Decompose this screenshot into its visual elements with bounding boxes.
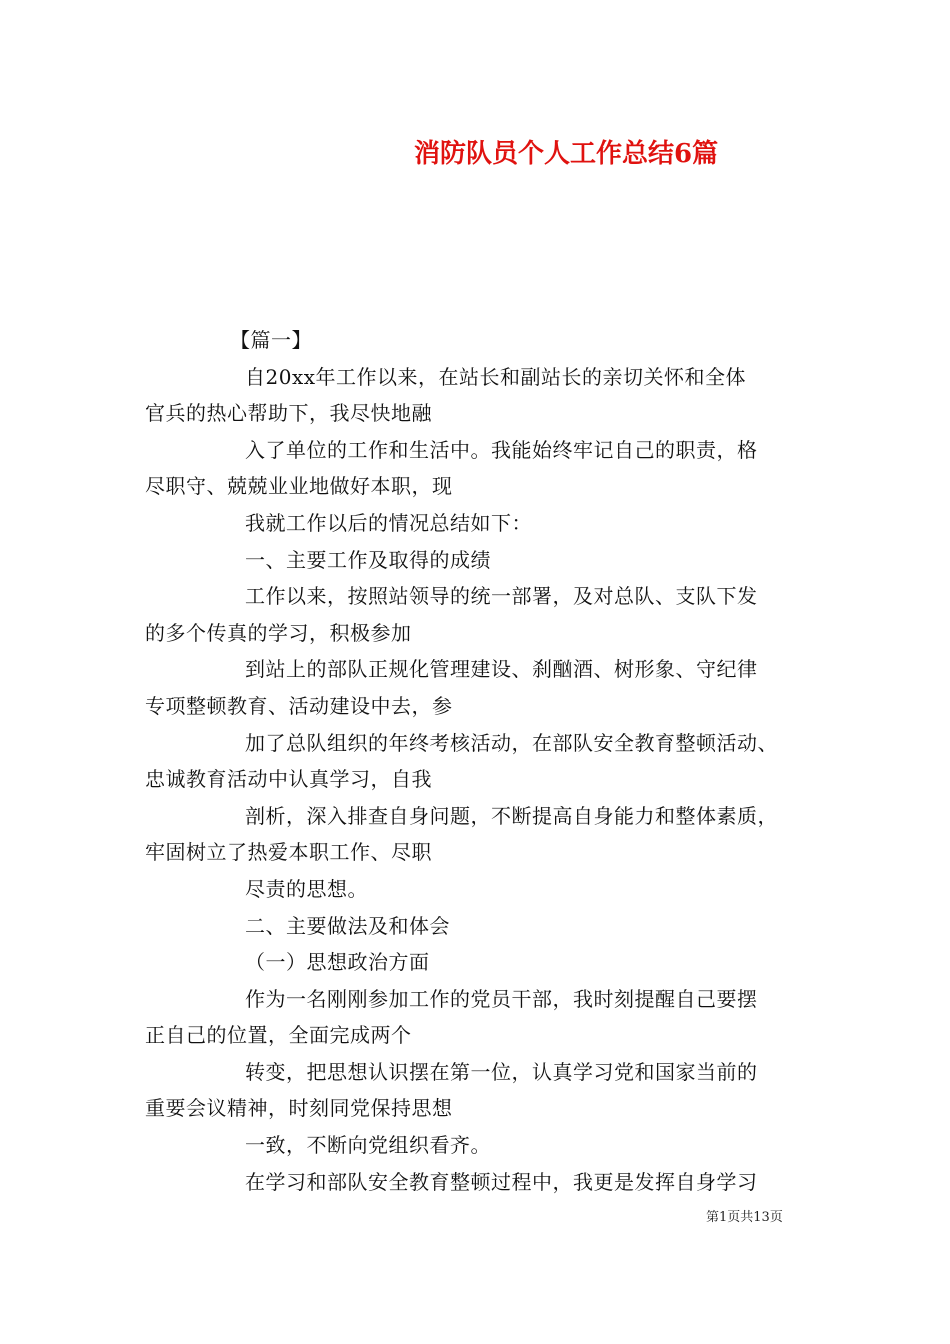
- paragraph-line: 自20xx年工作以来，在站长和副站长的亲切关怀和全体: [245, 364, 747, 389]
- paragraph-line: 一、主要工作及取得的成绩: [245, 547, 491, 572]
- paragraph-line: 在学习和部队安全教育整顿过程中，我更是发挥自身学习: [245, 1169, 758, 1194]
- paragraph-line: 作为一名刚刚参加工作的党员干部，我时刻提醒自己要摆: [245, 986, 758, 1011]
- paragraph-line: 正自己的位置，全面完成两个: [145, 1023, 412, 1048]
- paragraph-line: 尽责的思想。: [245, 876, 368, 901]
- document-body: [145, 322, 825, 1200]
- paragraph-line: 加了总队组织的年终考核活动，在部队安全教育整顿活动、: [245, 730, 778, 755]
- paragraph-line: 转变，把思想认识摆在第一位，认真学习党和国家当前的: [245, 1059, 758, 1084]
- page-number-footer: 第1页共13页: [706, 1210, 783, 1225]
- section-heading: 【篇一】: [230, 328, 312, 352]
- paragraph-line: 尽职守、兢兢业业地做好本职，现: [145, 474, 453, 499]
- paragraph-line: 忠诚教育活动中认真学习，自我: [145, 767, 432, 792]
- paragraph-line: 官兵的热心帮助下，我尽快地融: [145, 401, 432, 426]
- paragraph-line: 牢固树立了热爱本职工作、尽职: [145, 840, 432, 865]
- paragraph-line: 专项整顿教育、活动建设中去，参: [145, 693, 453, 718]
- paragraph-line: 我就工作以后的情况总结如下：: [245, 510, 532, 535]
- paragraph-line: 二、主要做法及和体会: [245, 913, 450, 938]
- paragraph-line: 剖析，深入排查自身问题，不断提高自身能力和整体素质，: [245, 803, 778, 828]
- paragraph-line: 到站上的部队正规化管理建设、刹酗酒、树形象、守纪律: [245, 657, 758, 682]
- document-title: 消防队员个人工作总结6篇: [414, 139, 719, 169]
- paragraph-line: 一致，不断向党组织看齐。: [245, 1133, 491, 1158]
- paragraph-line: 入了单位的工作和生活中。我能始终牢记自己的职责，格: [245, 437, 758, 462]
- paragraph-line: 工作以来，按照站领导的统一部署，及对总队、支队下发: [245, 584, 758, 609]
- paragraph-line: 重要会议精神，时刻同党保持思想: [145, 1096, 453, 1121]
- paragraph-line: 的多个传真的学习，积极参加: [145, 620, 412, 645]
- paragraph-line: （一）思想政治方面: [245, 950, 430, 975]
